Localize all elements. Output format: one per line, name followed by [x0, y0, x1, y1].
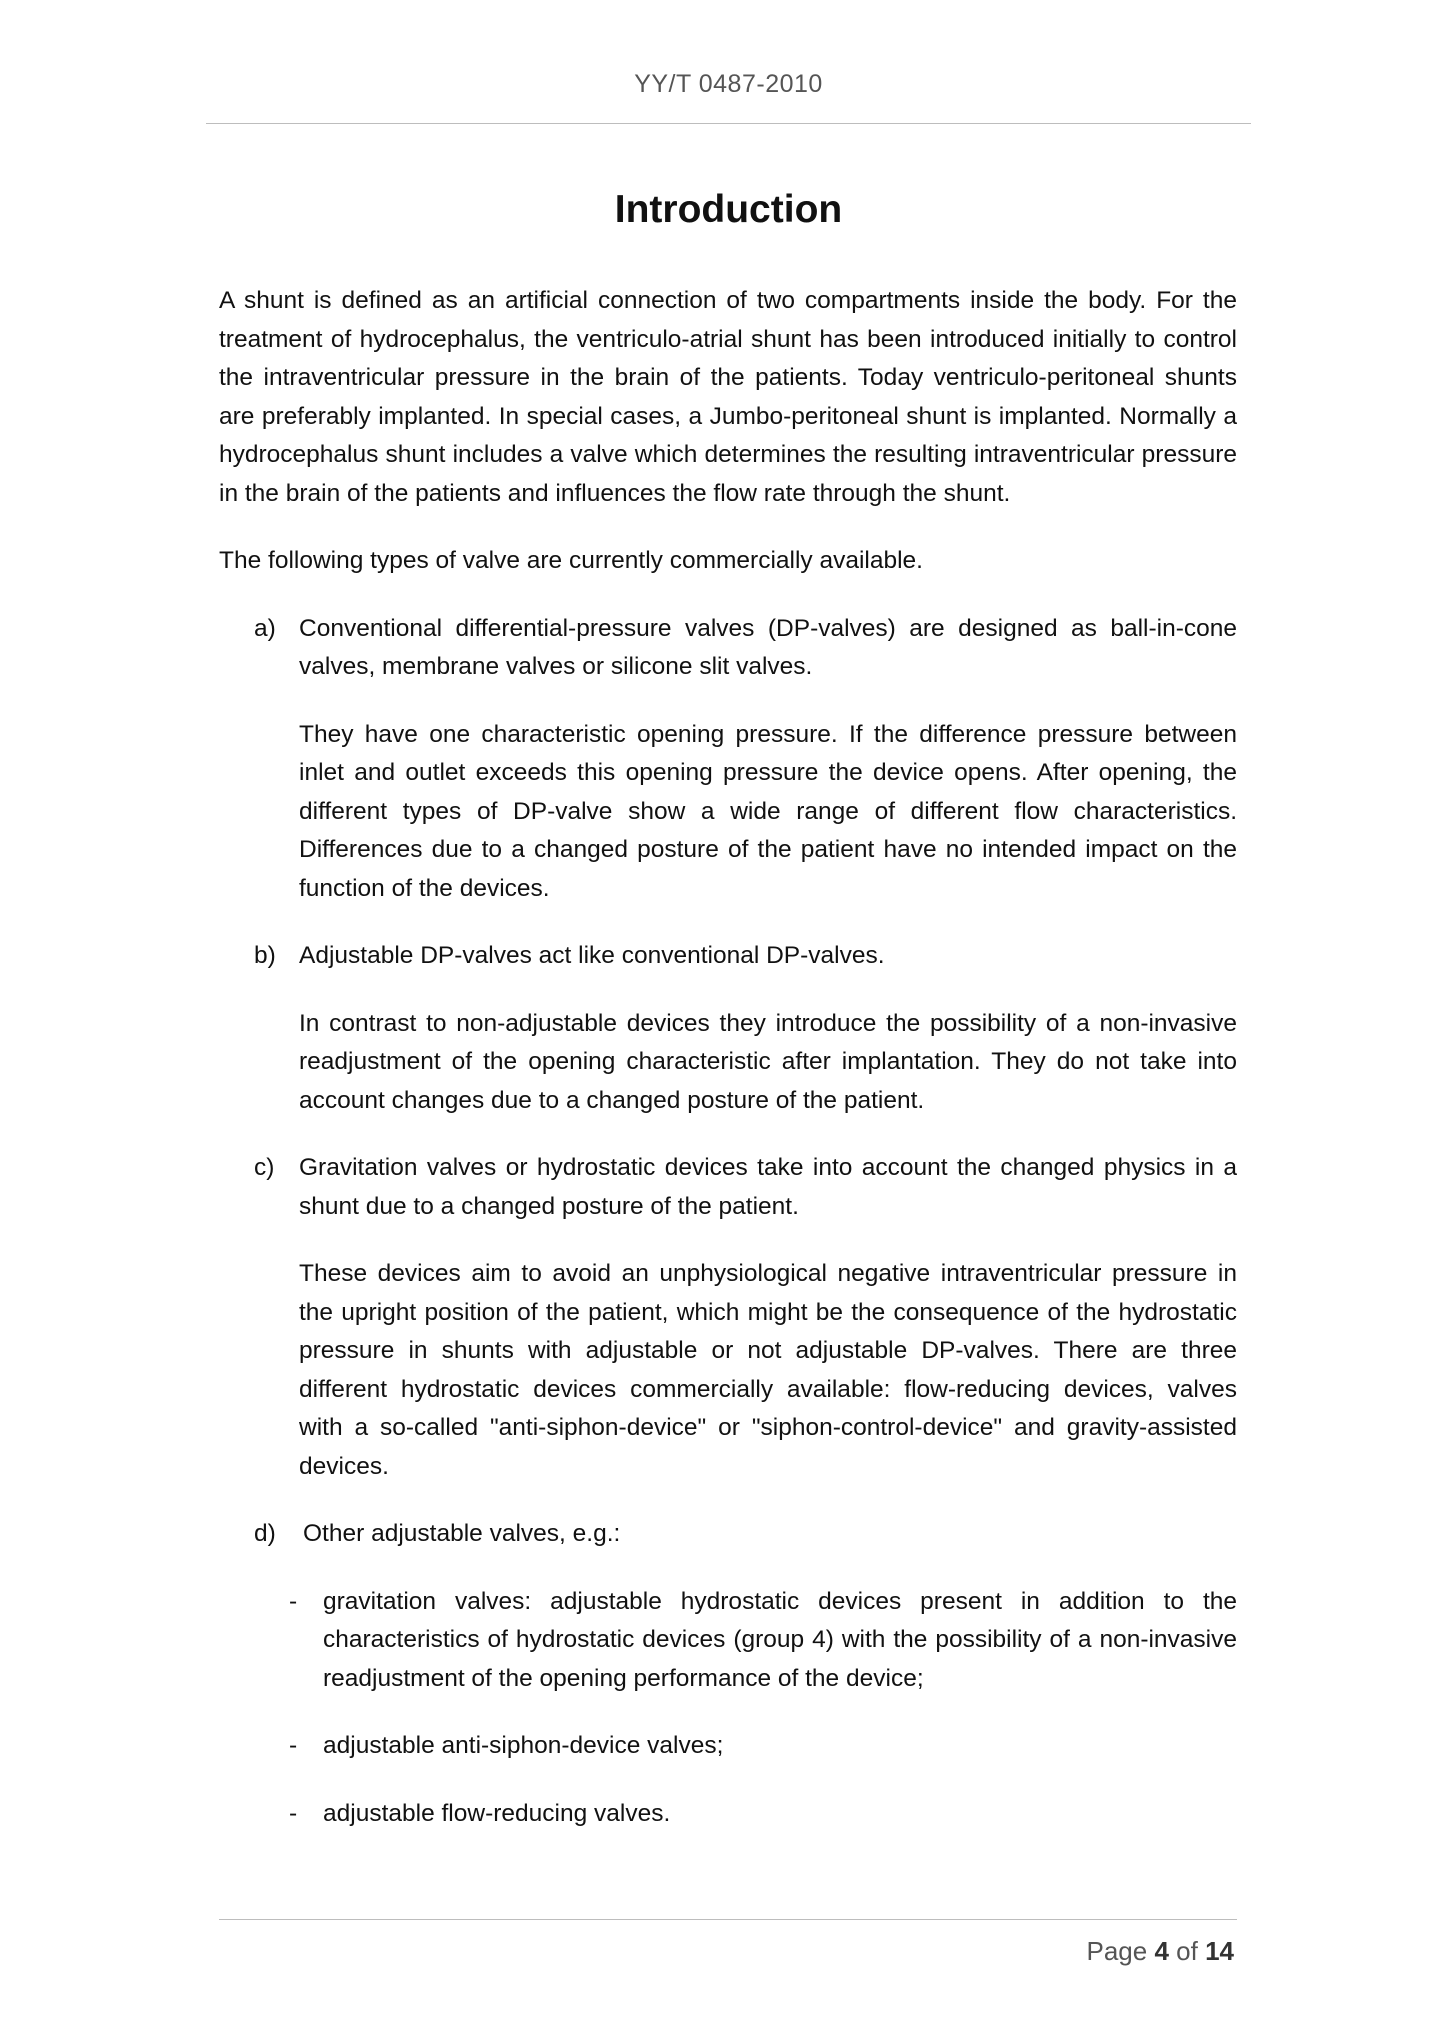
total-pages: 14: [1205, 1936, 1234, 1966]
list-item-text: Adjustable DP-valves act like conventional DP-valves.: [299, 942, 885, 969]
list-item-text: Conventional differential-pressure valves (DP-valves) are designed as ball-in-cone valves, membrane valves or silicone slit valves.: [299, 614, 1237, 680]
intro-paragraph: A shunt is defined as an artificial connection of two compartments inside the body. For the treatment of hydrocephalus, the ventriculo-atrial shunt has been introduced initially to control the intraventricular pressure in the brain of the patients. Today ventriculo-peritoneal shunts are preferably implanted. In special cases, a Jumbo-peritoneal shunt is implanted. Normally a hydrocephalus shunt includes a valve which determines the resulting intraventricular pressure in the brain of the patients and influences the flow rate through the shunt.: [219, 287, 1237, 507]
sublist-item-flow-reducing: [219, 1795, 1237, 1834]
header-divider: [206, 123, 1251, 124]
list-item-text: Gravitation valves or hydrostatic devices take into account the changed physics in a shunt due to a changed posture of the patient.: [299, 1154, 1237, 1220]
page-word: Page: [1086, 1936, 1148, 1966]
dash-marker: -: [289, 1799, 298, 1827]
document-body: [219, 282, 1237, 1833]
list-item-text: Other adjustable valves, e.g.:: [303, 1520, 621, 1547]
sublist-item-text: adjustable flow-reducing valves.: [323, 1799, 671, 1827]
list-item-c: [219, 1149, 1237, 1226]
list-item-b-detail: In contrast to non-adjustable devices they introduce the possibility of a non-invasive readjustment of the opening characteristic after implantation. They do not take into account changes due to a changed posture of the patient.: [299, 1009, 1237, 1114]
list-item-d: [219, 1515, 1237, 1554]
dash-marker: -: [289, 1587, 298, 1615]
list-marker: b): [254, 942, 276, 969]
sublist-item-text: adjustable anti-siphon-device valves;: [323, 1732, 724, 1759]
sublist-item-gravitation: [219, 1583, 1237, 1699]
list-item-c-detail: These devices aim to avoid an unphysiological negative intraventricular pressure in the upright position of the patient, which might be the consequence of the hydrostatic pressure in shunts with adjustable or not adjustable DP-valves. There are three different hydrostatic devices commercially available: flow-reducing devices, valves with a so-called "anti-siphon-device" or "siphon-control-device" and gravity-assisted devices.: [299, 1260, 1237, 1480]
of-word: of: [1176, 1936, 1198, 1966]
sublist-item-anti-siphon: [219, 1727, 1237, 1766]
dash-marker: -: [289, 1732, 298, 1759]
valve-types-intro: The following types of valve are currently commercially available.: [219, 547, 923, 574]
running-header: YY/T 0487-2010: [634, 70, 823, 98]
list-marker: d): [254, 1520, 276, 1547]
list-marker: c): [254, 1154, 275, 1181]
list-item-a-detail: They have one characteristic opening pressure. If the difference pressure between inlet and outlet exceeds this opening pressure the device opens. After opening, the different types of DP-valve show a wide range of different flow characteristics. Differences due to a changed posture of the patient have no intended impact on the function of the devices.: [299, 720, 1237, 902]
page-title: Introduction: [614, 188, 843, 231]
list-item-a: [219, 610, 1237, 687]
page-number: [1086, 1936, 1234, 1967]
current-page: 4: [1154, 1936, 1169, 1966]
sublist-item-text: gravitation valves: adjustable hydrostatic devices present in addition to the characteristics of hydrostatic devices (group 4) with the possibility of a non-invasive readjustment of the opening performance of the device;: [323, 1587, 1237, 1692]
footer-divider: [219, 1919, 1237, 1920]
list-marker: a): [254, 614, 276, 642]
list-item-b: [219, 937, 1237, 976]
